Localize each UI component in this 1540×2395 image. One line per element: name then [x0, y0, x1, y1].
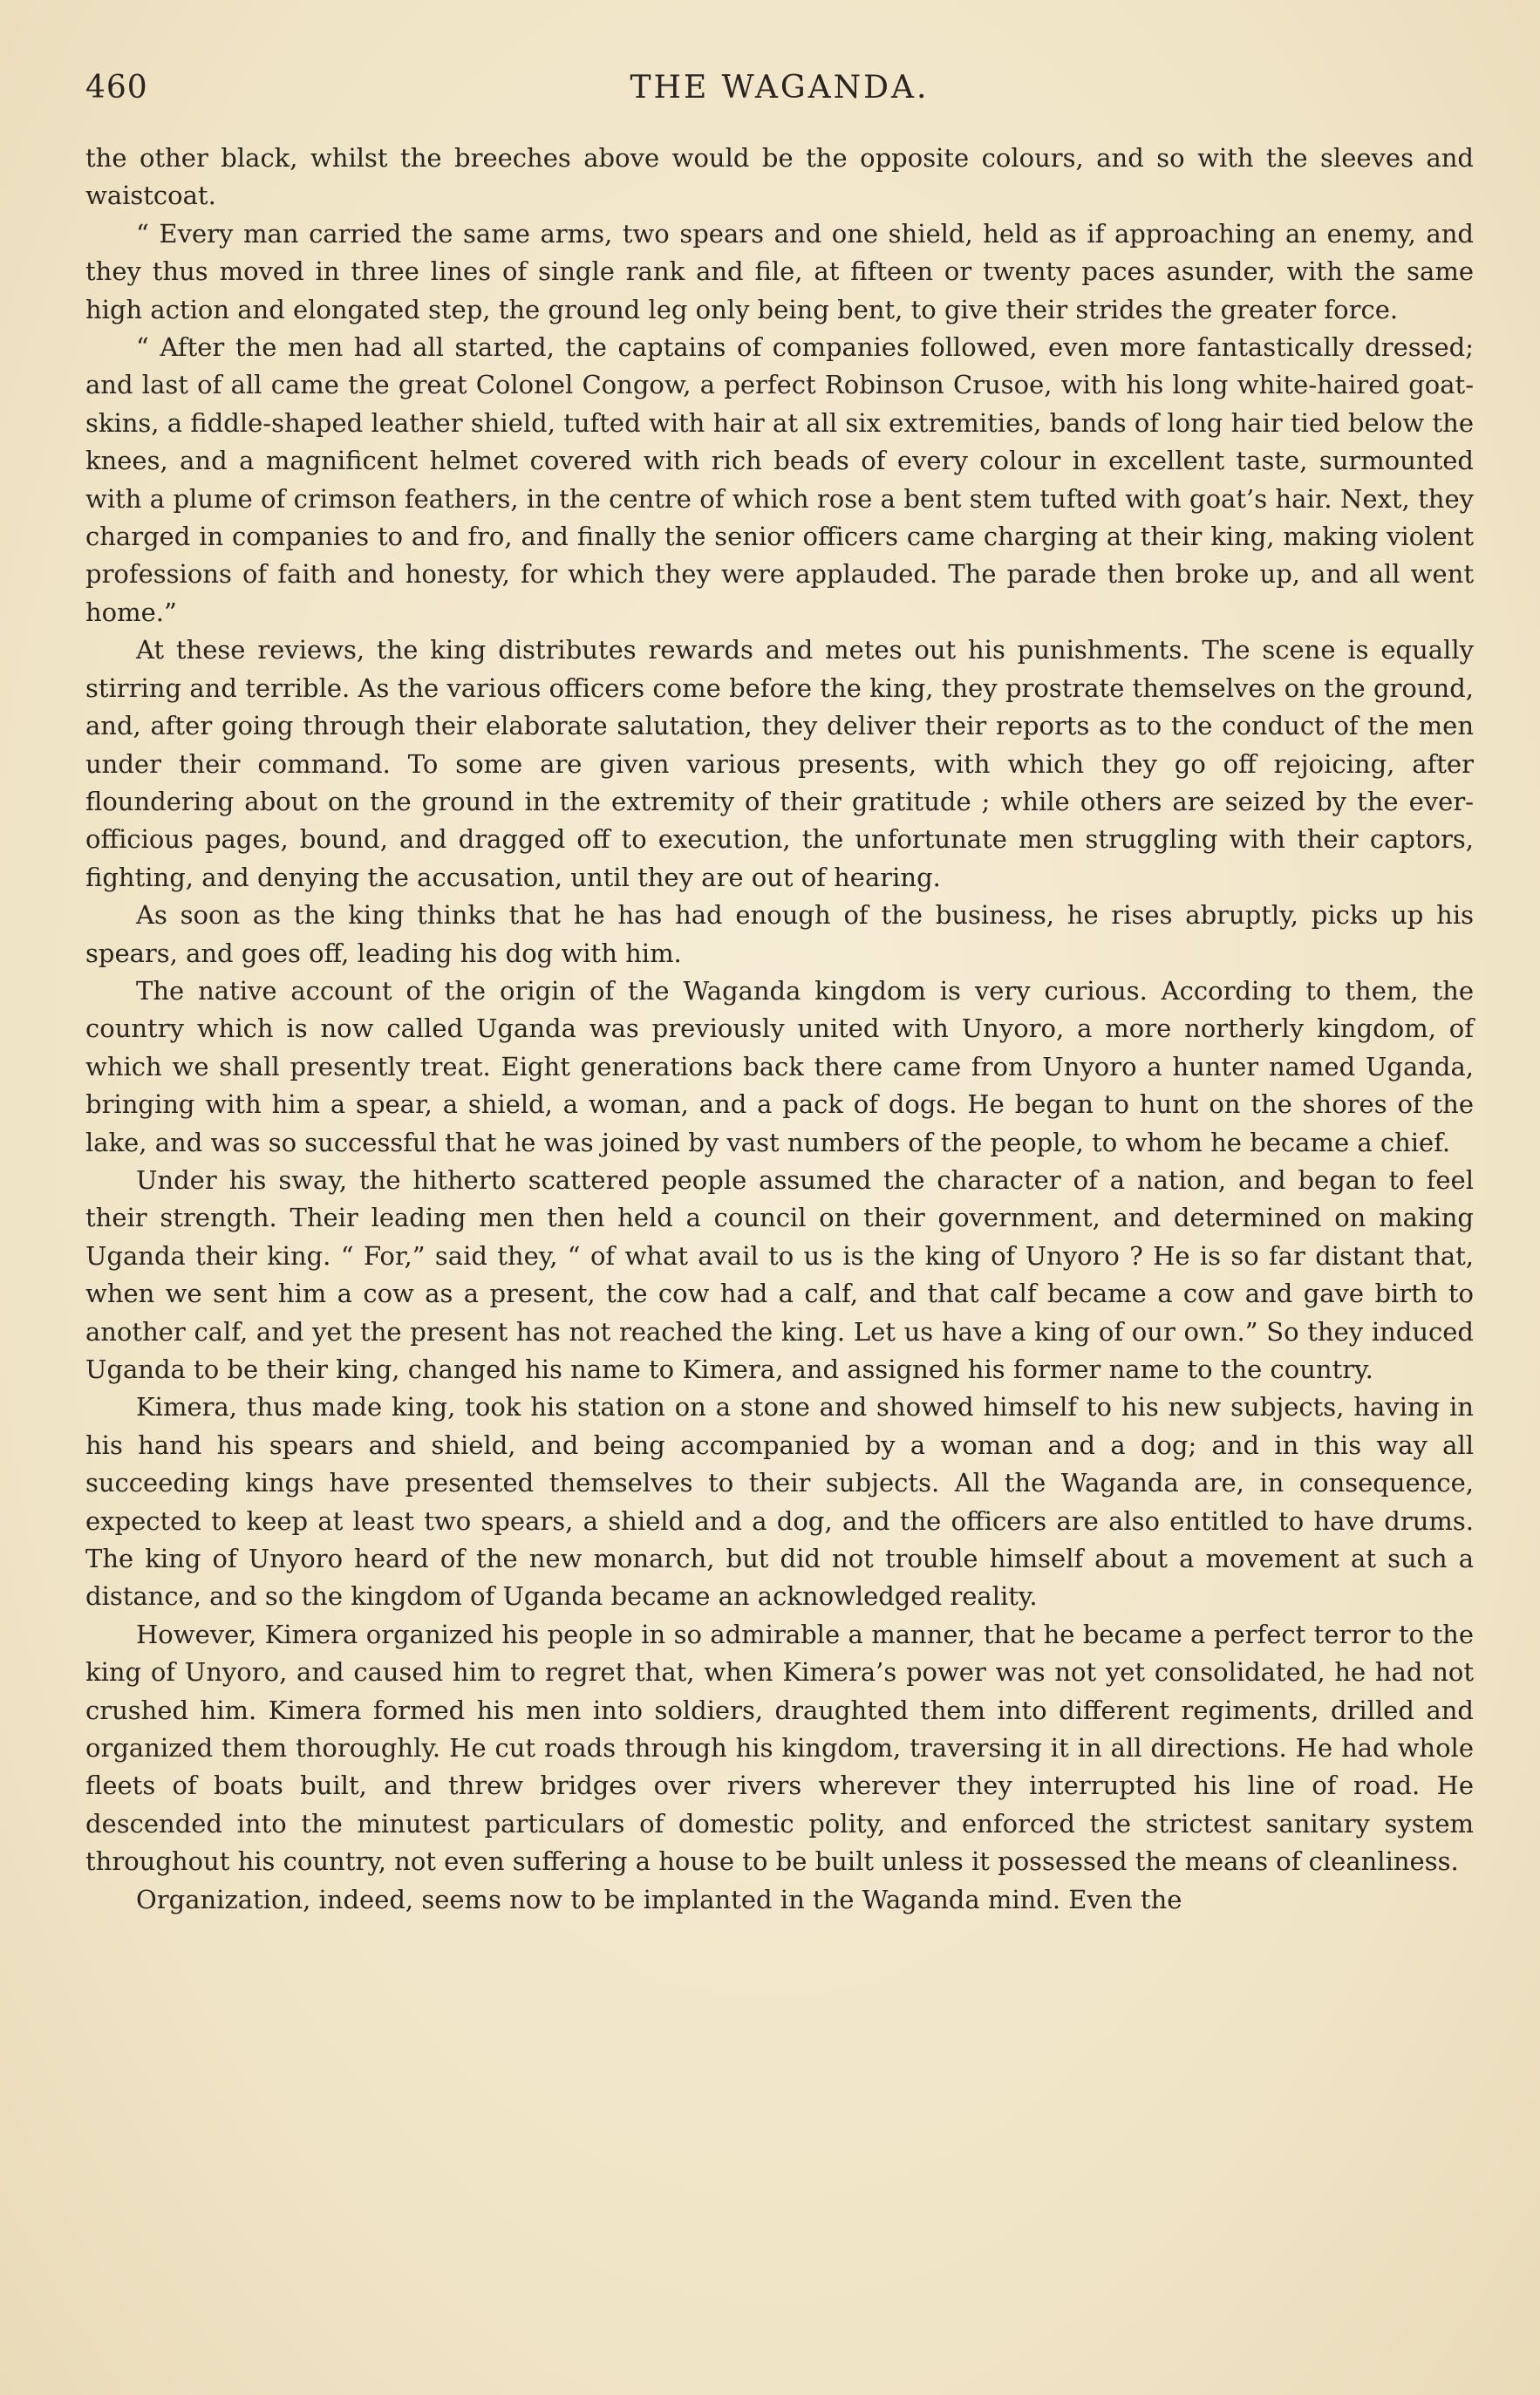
paragraph-quote-arms: “ Every man carried the same arms, two spears and one shield, held as if approaching an enemy, and they thus moved in three lines of single rank and file, at fifteen or twenty paces asunder, with the same high action and elongated step, the ground leg only being bent, to give their strides the greater force.: [85, 218, 1474, 324]
paragraph-reviews: At these reviews, the king distributes rewards and metes out his punishments. The scene is equally stirring and terrible. As the various officers come before the king, they prostrate themselves on the ground, and, after going through their elaborate salutation, they deliver their reports as to the conduct of the men under their command. To some are given various presents, with which they go off rejoicing, after floundering about on the ground in the extremity of their gratitude ; while others are seized by the ever-officious pages, bound, and dragged off to execution, the unfortunate men struggling with their captors, fighting, and denying the accusation, until they are out of hearing.: [85, 635, 1474, 892]
paragraph-kimera-king: Kimera, thus made king, took his station on a stone and showed himself to his new subjects, having in his hand his spears and shield, and being accompanied by a woman and a dog; and in this way all succeeding kings have presented themselves to their subjects. All the Waganda are, in consequence, expected to keep at least two spears, a shield and a dog, and the officers are also entitled to have drums. The king of Unyoro heard of the new monarch, but did not trouble himself about a movement at such a distance, and so the kingdom of Uganda became an acknowledged reality.: [85, 1392, 1474, 1612]
paragraph-king-leaves: As soon as the king thinks that he has had enough of the business, he rises abruptly, picks up his spears, and goes off, leading his dog with him.: [85, 900, 1474, 968]
paragraph-continued: the other black, whilst the breeches above would be the opposite colours, and so with the sleeves and waistcoat.: [85, 143, 1474, 211]
page-number: 460: [85, 70, 148, 106]
paragraph-kimera-organized: However, Kimera organized his people in so admirable a manner, that he became a perfect terror to the king of Unyoro, and caused him to regret that, when Kimera’s power was not yet consolidated, he had not crushed him. Kimera formed his men into soldiers, draughted them into different regiments, drilled and organized them thoroughly. He cut roads through his kingdom, traversing it in all directions. He had whole fleets of boats built, and threw bridges over rivers wherever they interrupted his line of road. He descended into the minutest particulars of domestic polity, and enforced the strictest sanitary system throughout his country, not even suffering a house to be built unless it possessed the means of cleanliness.: [85, 1619, 1474, 1877]
text-body: [85, 140, 1474, 1919]
paragraph-quote-captains: “ After the men had all started, the captains of companies followed, even more fantastically dressed; and last of all came the great Colonel Congow, a perfect Robinson Crusoe, with his long white-haired goat-skins, a fiddle-shaped leather shield, tufted with hair at all six extremities, bands of long hair tied below the knees, and a magnificent helmet covered with rich beads of every colour in excellent taste, surmounted with a plume of crimson feathers, in the centre of which rose a bent stem tufted with goat’s hair. Next, they charged in companies to and fro, and finally the senior officers came charging at their king, making violent professions of faith and honesty, for which they were applauded. The parade then broke up, and all went home.”: [85, 332, 1474, 627]
paragraph-organization: Organization, indeed, seems now to be implanted in the Waganda mind. Even the: [136, 1884, 1182, 1914]
paragraph-origin: The native account of the origin of the Waganda kingdom is very curious. According to them, the country which is now called Uganda was previously united with Unyoro, a more northerly kingdom, of which we shall presently treat. Eight generations back there came from Unyoro a hunter named Uganda, bringing with him a spear, a shield, a woman, and a pack of dogs. He began to hunt on the shores of the lake, and was so successful that he was joined by vast numbers of the people, to whom he became a chief.: [85, 975, 1474, 1157]
paragraph-sway: Under his sway, the hitherto scattered people assumed the character of a nation, and began to feel their strength. Their leading men then held a council on their government, and determined on making Uganda their king. “ For,” said they, “ of what avail to us is the king of Unyoro ? He is so far distant that, when we sent him a cow as a present, the cow had a calf, and that calf became a cow and gave birth to another calf, and yet the present has not reached the king. Let us have a king of our own.” So they induced Uganda to be their king, changed his name to Kimera, and assigned his former name to the country.: [85, 1164, 1474, 1384]
running-head: [85, 70, 1474, 113]
running-title: THE WAGANDA.: [630, 70, 930, 106]
